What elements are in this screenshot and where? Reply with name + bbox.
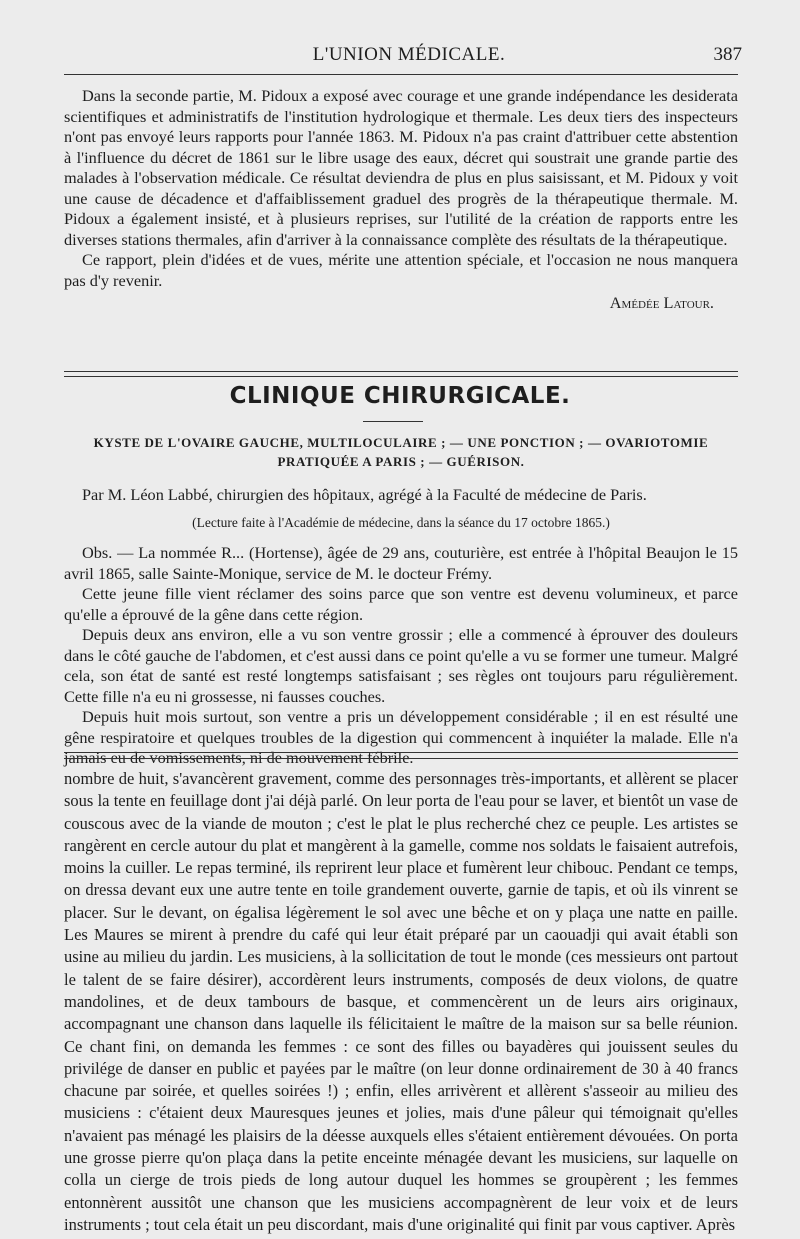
- lecture-note: (Lecture faite à l'Académie de médecine, dans la séance du 17 octobre 1865.): [192, 515, 610, 530]
- section-divider: [64, 371, 738, 377]
- case-title: KYSTE DE L'OVAIRE GAUCHE, MULTILOCULAIRE ; — UNE PONCTION ; — OVARIOTOMIE PRATIQUÉE A PARIS ; — GUÉRISON.: [93, 435, 709, 469]
- report-section: [64, 86, 738, 313]
- header-rule: [64, 74, 738, 75]
- page-number: 387: [713, 44, 742, 65]
- report-paragraph-2: Ce rapport, plein d'idées et de vues, mérite une attention spéciale, et l'occasion ne nous manquera pas d'y revenir.: [64, 250, 738, 290]
- observation-paragraph-1: Obs. — La nommée R... (Hortense), âgée de 29 ans, couturière, est entrée à l'hôpital Beaujon le 15 avril 1865, salle Sainte-Monique, service de M. le docteur Frémy.: [64, 543, 738, 583]
- observation-paragraph-3: Depuis deux ans environ, elle a vu son ventre grossir ; elle a commencé à éprouver des douleurs dans le côté gauche de l'abdomen, et c'est aussi dans ce point qu'elle a vu se former une tumeur. Malgré cela, son état de santé est resté longtemps satisfaisant ; ses règles ont toujours paru régulièrement. Cette fille n'a eu ni grossesse, ni fausses couches.: [64, 625, 738, 706]
- signature: Amédée Latour.: [609, 293, 714, 312]
- report-paragraph-1: Dans la seconde partie, M. Pidoux a exposé avec courage et une grande indépendance les desiderata scientifiques et administratifs de l'institution hydrologique et thermale. Les deux tiers des inspecteurs n'ont pas envoyé leurs rapports pour l'année 1863. M. Pidoux n'a pas craint d'attribuer cette abstention à l'influence du décret de 1861 sur le libre usage des eaux, décret qui soustrait une grande partie des malades à l'observation médicale. Ce résultat deviendra de plus en plus saisissant, et M. Pidoux y voit une cause de décadence et d'affaiblissement graduel des progrès de la thérapeutique thermale. M. Pidoux a également insisté, et à plusieurs reprises, sur l'utilité de la création de rapports entre les diverses stations thermales, afin d'arriver à la connaissance complète des résultats de la thérapeutique.: [64, 86, 738, 249]
- observation-paragraph-4: Depuis huit mois surtout, son ventre a pris un développement considérable ; il en est résulté une gêne respiratoire et quelques troubles de la digestion qui commencent à inquiéter la malade. Elle n'a jamais eu de vomissements, ni de mouvement fébrile.: [64, 707, 738, 767]
- clinic-section: [64, 433, 738, 769]
- clinic-heading: CLINIQUE CHIRURGICALE.: [229, 383, 571, 409]
- feuilleton-paragraph: nombre de huit, s'avancèrent gravement, comme des personnages très-importants, et allèrent se placer sous la tente en feuillage dont j'ai déjà parlé. On leur porta de l'eau pour se laver, et bientôt un vase de couscous avec de la viande de mouton ; c'est le plat le plus recherché chez ce peuple. Les artistes se rangèrent en cercle autour du plat et mangèrent à la gamelle, comme nos soldats le faisaient autrefois, moins la cuiller. Le repas terminé, ils reprirent leur place et fumèrent leur chibouc. Pendant ce temps, on dressa devant eux une autre tente en toile grandement ouverte, garnie de tapis, et où ils vinrent se placer. Sur le devant, on égalisa légèrement le sol avec une bêche et on y plaça une natte en paille. Les Maures se mirent à prendre du café qui leur était préparé par un caouadji qui avait établi son usine au milieu du jardin. Les musiciens, à la sollicitation de tout le monde (ces messieurs ont partout le talent de se faire désirer), accordèrent leurs instruments, composés de deux violons, de quatre mandolines, et de deux tambours de basque, et commencèrent un de leurs airs originaux, accompagnant une chanson dans laquelle ils félicitaient le maître de la maison sur sa belle réunion. Ce chant fini, on demanda les femmes : ce sont des filles ou bayadères qui jouissent seules du privilége de danser en public et payées par le maître (on leur donne ordinairement de 30 à 40 francs chacune par soirée, et quelles soirées !) ; enfin, elles arrivèrent et allèrent s'asseoir au milieu des musiciens : c'étaient deux Mauresques jeunes et jolies, mais d'une pâleur qui témoignait qu'elles n'avaient pas ménagé les plaisirs de la déesse auxquels elles s'étaient entièrement dévouées. On porta une grosse pierre qu'on plaça dans la petite enceinte ménagée devant les musiciens, sur laquelle on colla un cierge de trois pieds de long autour duquel les hommes se groupèrent ; les femmes entonnèrent aussitôt une chanson que les musiciens accompagnèrent de leur voix et de leurs instruments ; tout cela était un peu discordant, mais d'une originalité qui finit par vous captiver. Après: [64, 769, 738, 1234]
- running-header: [64, 0, 742, 65]
- journal-title: L'UNION MÉDICALE.: [312, 44, 506, 65]
- feuilleton-divider: [64, 752, 738, 759]
- heading-rule: [363, 421, 423, 422]
- feuilleton-section: [64, 768, 738, 1236]
- case-author: Par M. Léon Labbé, chirurgien des hôpitaux, agrégé à la Faculté de médecine de Paris.: [82, 485, 647, 504]
- observation-paragraph-2: Cette jeune fille vient réclamer des soins parce que son ventre est devenu volumineux, et parce qu'elle a éprouvé de la gêne dans cette région.: [64, 584, 738, 624]
